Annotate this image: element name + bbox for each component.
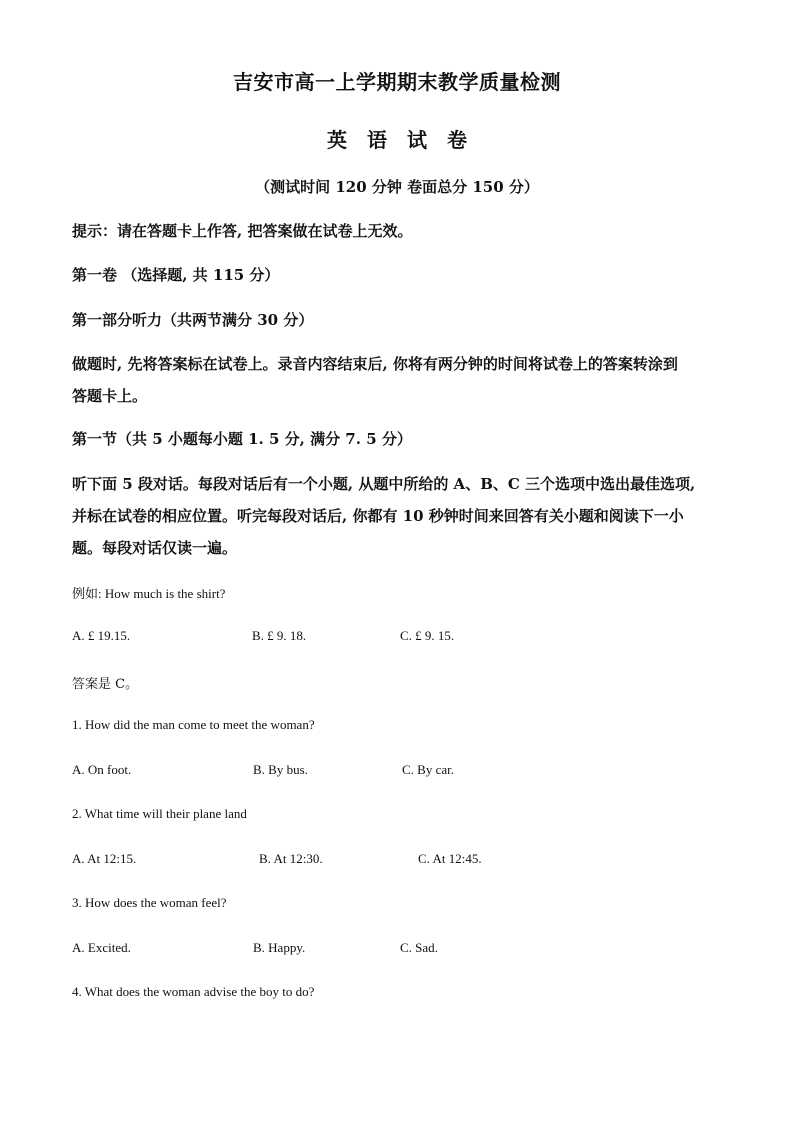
question-1-option-c: C. By car. (402, 762, 454, 777)
question-3-option-b: B. Happy. (253, 940, 306, 955)
subtitle-char: 试 (407, 128, 427, 152)
instruction-line: 并标在试卷的相应位置。听完每段对话后, 你都有 10 秒钟时间来回答有关小题和阅读下一小 (72, 507, 684, 525)
subtitle-char: 语 (367, 128, 387, 152)
instruction-line: 答题卡上。 (72, 387, 148, 405)
question-1: 1. How did the man come to meet the woman? (72, 717, 315, 732)
question-2-option-b: B. At 12:30. (259, 851, 323, 866)
example-answer: 答案是 C。 (72, 677, 139, 692)
part-heading: 第一部分听力（共两节满分 30 分） (72, 311, 314, 329)
question-4: 4. What does the woman advise the boy to do? (72, 984, 315, 999)
notice: 提示：请在答题卡上作答, 把答案做在试卷上无效。 (72, 222, 413, 240)
subtitle-char: 卷 (447, 128, 467, 152)
subtitle-char: 英 (327, 128, 347, 152)
question-2-option-a: A. At 12:15. (72, 851, 137, 866)
question-2-option-c: C. At 12:45. (418, 851, 482, 866)
exam-meta: （测试时间 120 分钟 卷面总分 150 分） (255, 178, 539, 196)
question-1-option-b: B. By bus. (253, 762, 308, 777)
question-3: 3. How does the woman feel? (72, 895, 227, 910)
exam-subtitle (0, 124, 794, 153)
example-question: 例如: How much is the shirt? (72, 586, 226, 601)
question-3-option-c: C. Sad. (400, 940, 438, 955)
example-option-b: B. £ 9. 18. (252, 628, 307, 643)
question-1-option-a: A. On foot. (72, 762, 132, 777)
example-option-c: C. £ 9. 15. (400, 628, 455, 643)
instruction-line: 听下面 5 段对话。每段对话后有一个小题, 从题中所给的 A、B、C 三个选项中选出最佳选项, (72, 475, 696, 493)
volume-heading: 第一卷 （选择题, 共 115 分） (72, 266, 280, 284)
section-instructions (72, 468, 732, 564)
example-option-a: A. £ 19.15. (72, 628, 131, 643)
section-heading: 第一节（共 5 小题每小题 1. 5 分, 满分 7. 5 分） (72, 430, 412, 448)
listening-instructions (72, 348, 732, 412)
question-3-option-a: A. Excited. (72, 940, 131, 955)
question-2: 2. What time will their plane land (72, 806, 247, 821)
exam-title: 吉安市高一上学期期末教学质量检测 (233, 70, 561, 94)
instruction-line: 做题时, 先将答案标在试卷上。录音内容结束后, 你将有两分钟的时间将试卷上的答案转涂到 (72, 355, 678, 373)
instruction-line: 题。每段对话仅读一遍。 (72, 539, 238, 557)
